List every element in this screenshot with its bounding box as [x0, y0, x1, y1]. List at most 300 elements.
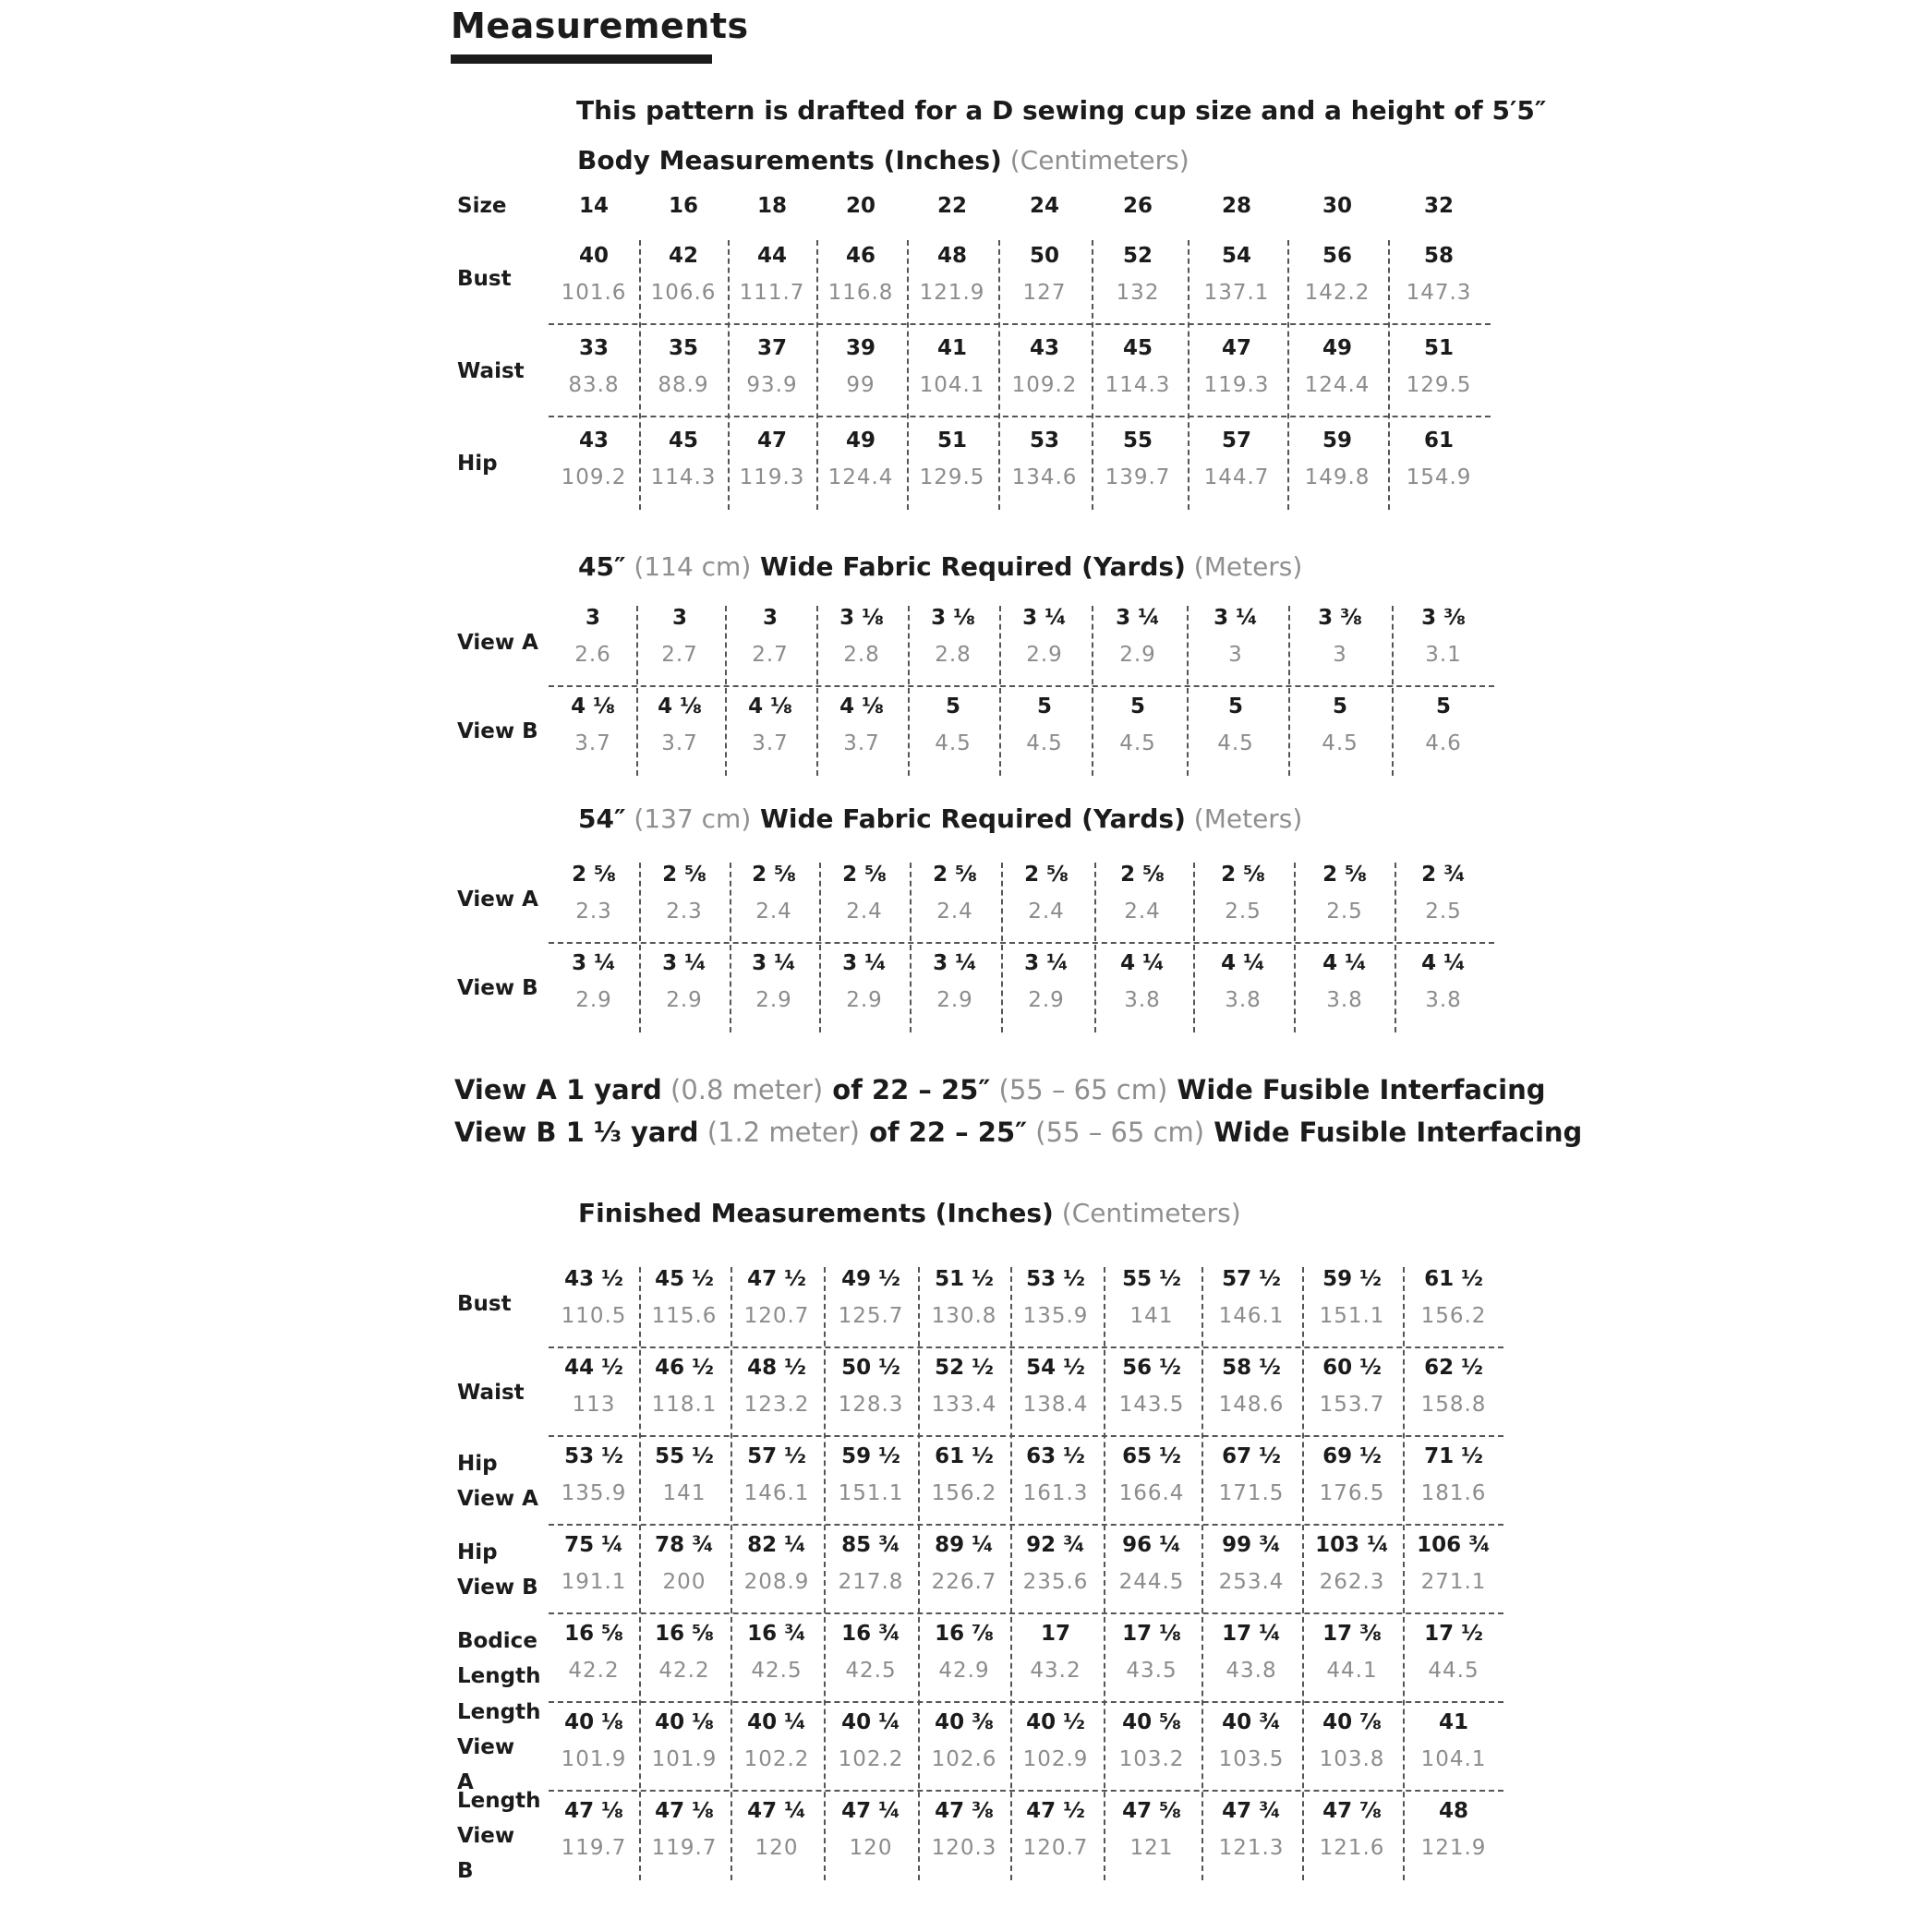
value-inches: 47 ⅛	[564, 1799, 623, 1823]
column-divider	[639, 863, 641, 1032]
table-cell	[549, 417, 638, 510]
size-label: Size	[457, 194, 507, 218]
value-inches: 3 ¼	[1116, 606, 1160, 630]
value-inches: 43 ½	[564, 1267, 623, 1291]
value-metric: 133.4	[931, 1393, 997, 1417]
value-metric: 141	[1129, 1304, 1174, 1328]
value-metric: 3	[1228, 643, 1243, 667]
value-metric: 109.2	[1011, 373, 1078, 397]
value-inches: 53 ½	[1026, 1267, 1085, 1291]
table-cell	[1306, 1348, 1398, 1437]
value-metric: 120	[849, 1836, 893, 1860]
value-metric: 43.8	[1226, 1659, 1277, 1683]
size-column-header: 18	[756, 194, 787, 218]
row-label	[457, 1375, 525, 1410]
column-divider	[1294, 863, 1296, 1032]
table-cell	[548, 1348, 640, 1437]
value-metric: 42.2	[568, 1659, 620, 1683]
size-column-header: 20	[845, 194, 875, 218]
value-inches: 3 ¼	[572, 951, 616, 975]
table-cell	[918, 1526, 1010, 1614]
row-label	[457, 1783, 540, 1889]
value-inches: 61	[1423, 429, 1454, 453]
value-inches: 103 ¼	[1315, 1533, 1389, 1557]
value-inches: 54 ½	[1026, 1356, 1085, 1380]
interfacing-b-metric: (1.2 meter)	[698, 1117, 860, 1148]
column-divider	[999, 606, 1001, 776]
column-divider	[1104, 1267, 1105, 1880]
interfacing-b-width-cm: (55 – 65 cm)	[1027, 1117, 1205, 1148]
column-divider	[636, 606, 638, 776]
table-cell	[1198, 944, 1288, 1032]
value-metric: 144.7	[1203, 465, 1270, 489]
row-label	[457, 1446, 538, 1516]
table-cell	[638, 1526, 731, 1614]
table-cell	[548, 1526, 640, 1614]
value-inches: 37	[756, 336, 787, 360]
table-cell	[638, 1437, 731, 1526]
row-label	[457, 625, 538, 660]
value-inches: 2 ⅝	[572, 863, 616, 887]
table-cell	[1105, 1437, 1198, 1526]
value-inches: 65 ½	[1122, 1444, 1181, 1468]
table-cell	[1192, 325, 1281, 417]
column-divider	[1187, 606, 1189, 776]
value-inches: 89 ¼	[935, 1533, 994, 1557]
row-label-line: Bust	[457, 267, 512, 291]
value-metric: 2.8	[843, 643, 880, 667]
value-metric: 104.1	[1420, 1747, 1487, 1771]
row-label	[457, 261, 512, 296]
table-cell	[729, 944, 819, 1032]
value-inches: 51	[1423, 336, 1454, 360]
value-metric: 101.9	[561, 1747, 627, 1771]
column-divider	[824, 1267, 826, 1880]
value-metric: 2.3	[666, 900, 703, 924]
table-cell	[1000, 598, 1089, 687]
table-cell	[1293, 233, 1382, 325]
value-metric: 2.3	[575, 900, 612, 924]
table-cell	[638, 1614, 731, 1703]
row-label-line: Hip	[457, 1452, 498, 1476]
value-inches: 85 ¾	[841, 1533, 900, 1557]
value-inches: 4 ¼	[1221, 951, 1265, 975]
value-inches: 5	[1129, 694, 1145, 718]
value-inches: 39	[845, 336, 875, 360]
table-cell	[825, 1792, 917, 1880]
table-cell	[1306, 1260, 1398, 1348]
value-metric: 106.6	[650, 281, 717, 305]
value-metric: 3.7	[843, 731, 880, 755]
table-cell	[1407, 1614, 1500, 1703]
value-metric: 2.9	[936, 988, 973, 1012]
table-cell	[825, 1348, 917, 1437]
value-inches: 71 ½	[1424, 1444, 1483, 1468]
value-inches: 53 ½	[564, 1444, 623, 1468]
row-label	[457, 354, 525, 389]
value-inches: 67 ½	[1222, 1444, 1281, 1468]
value-metric: 129.5	[919, 465, 985, 489]
value-inches: 49 ½	[841, 1267, 900, 1291]
value-metric: 2.4	[1124, 900, 1161, 924]
value-inches: 50	[1029, 244, 1059, 268]
table-cell	[638, 1260, 731, 1348]
value-metric: 3.8	[1326, 988, 1363, 1012]
value-inches: 40 ⅛	[564, 1710, 623, 1734]
value-metric: 120.7	[743, 1304, 810, 1328]
table-cell	[635, 598, 724, 687]
table-cell	[731, 1614, 823, 1703]
table-cell	[817, 598, 906, 687]
table-cell	[825, 1526, 917, 1614]
table-cell	[1296, 687, 1384, 776]
table-cell	[1009, 1348, 1102, 1437]
column-divider	[1287, 240, 1289, 510]
value-inches: 2 ⅝	[752, 863, 796, 887]
table-cell	[908, 325, 996, 417]
value-inches: 63 ½	[1026, 1444, 1085, 1468]
table-cell	[549, 598, 637, 687]
value-inches: 51 ½	[935, 1267, 994, 1291]
table-cell	[1398, 855, 1489, 944]
value-inches: 60 ½	[1322, 1356, 1382, 1380]
value-metric: 153.7	[1319, 1393, 1385, 1417]
row-label-line: Length	[457, 1700, 541, 1724]
value-inches: 47 ⅝	[1122, 1799, 1181, 1823]
column-divider	[816, 606, 818, 776]
table-cell	[1105, 1260, 1198, 1348]
table-cell	[1192, 417, 1281, 510]
table-cell	[1093, 325, 1182, 417]
interfacing-b-type: Wide Fusible Interfacing	[1204, 1117, 1583, 1148]
column-divider	[1288, 606, 1290, 776]
table-cell	[825, 1437, 917, 1526]
row-label-line: Waist	[457, 1381, 525, 1405]
value-inches: 40 ⅛	[655, 1710, 714, 1734]
column-divider	[639, 1267, 641, 1880]
value-metric: 83.8	[568, 373, 620, 397]
value-metric: 156.2	[931, 1481, 997, 1505]
row-label-line: Length	[457, 1664, 541, 1688]
value-inches: 3 ¼	[662, 951, 706, 975]
value-inches: 52	[1122, 244, 1153, 268]
size-column-header: 22	[936, 194, 967, 218]
table-cell	[549, 944, 639, 1032]
value-inches: 45 ½	[655, 1267, 714, 1291]
table-cell	[638, 1792, 731, 1880]
value-inches: 44 ½	[564, 1356, 623, 1380]
value-metric: 110.5	[561, 1304, 627, 1328]
value-metric: 244.5	[1118, 1570, 1185, 1594]
value-inches: 96 ¼	[1122, 1533, 1181, 1557]
value-metric: 109.2	[561, 465, 627, 489]
table-cell	[1105, 1614, 1198, 1703]
value-metric: 208.9	[743, 1570, 810, 1594]
table-cell	[549, 687, 637, 776]
value-inches: 17 ¼	[1222, 1622, 1281, 1646]
value-metric: 125.7	[838, 1304, 904, 1328]
value-inches: 46 ½	[655, 1356, 714, 1380]
table-cell	[1407, 1260, 1500, 1348]
value-metric: 93.9	[746, 373, 798, 397]
value-inches: 5	[1036, 694, 1052, 718]
table-cell	[1198, 855, 1288, 944]
value-inches: 3 ⅜	[1421, 606, 1466, 630]
table-cell	[1093, 417, 1182, 510]
value-inches: 2 ⅝	[933, 863, 977, 887]
value-metric: 2.5	[1225, 900, 1262, 924]
value-metric: 4.5	[935, 731, 972, 755]
value-inches: 40	[578, 244, 609, 268]
size-column-header: 14	[578, 194, 609, 218]
table-cell	[1093, 233, 1182, 325]
table-cell	[910, 944, 1000, 1032]
intro-text: This pattern is drafted for a D sewing cup size and a height of 5′5″	[576, 95, 1547, 126]
table-cell	[728, 325, 816, 417]
value-inches: 92 ¾	[1026, 1533, 1085, 1557]
table-cell	[819, 855, 910, 944]
table-cell	[1192, 233, 1281, 325]
value-inches: 4 ¼	[1120, 951, 1165, 975]
table-cell	[819, 944, 910, 1032]
value-inches: 59 ½	[1322, 1267, 1382, 1291]
table-cell	[1000, 417, 1089, 510]
value-metric: 123.2	[743, 1393, 810, 1417]
value-metric: 158.8	[1420, 1393, 1487, 1417]
value-metric: 3.7	[574, 731, 611, 755]
value-inches: 17 ⅜	[1322, 1622, 1382, 1646]
fabric45-label: Wide Fabric Required (Yards)	[751, 551, 1186, 582]
row-label-line: Bodice	[457, 1629, 537, 1653]
value-metric: 102.6	[931, 1747, 997, 1771]
value-metric: 2.4	[846, 900, 883, 924]
value-inches: 57	[1221, 429, 1251, 453]
table-cell	[918, 1348, 1010, 1437]
interfacing-a-width-cm: (55 – 65 cm)	[990, 1074, 1168, 1105]
value-metric: 143.5	[1118, 1393, 1185, 1417]
value-inches: 56 ½	[1122, 1356, 1181, 1380]
value-inches: 40 ⅞	[1322, 1710, 1382, 1734]
value-metric: 119.3	[1203, 373, 1270, 397]
interfacing-b-amount: View B 1 ⅓ yard	[454, 1117, 699, 1148]
row-label-line: Length	[457, 1789, 541, 1813]
value-inches: 61 ½	[1424, 1267, 1483, 1291]
column-divider	[910, 863, 912, 1032]
row-label	[457, 971, 538, 1006]
interfacing-a-amount: View A 1 yard	[454, 1074, 662, 1105]
value-inches: 48 ½	[747, 1356, 806, 1380]
value-inches: 55 ½	[655, 1444, 714, 1468]
interfacing-a-type: Wide Fusible Interfacing	[1167, 1074, 1546, 1105]
table-cell	[910, 855, 1000, 944]
value-metric: 2.9	[1026, 643, 1063, 667]
value-inches: 48	[936, 244, 967, 268]
fabric54-width-cm: (137 cm)	[625, 803, 752, 834]
fabric45-width: 45″	[578, 551, 626, 582]
interfacing-view-a	[454, 1074, 1546, 1105]
table-cell	[729, 855, 819, 944]
value-metric: 226.7	[931, 1570, 997, 1594]
value-inches: 42	[668, 244, 698, 268]
value-metric: 102.2	[838, 1747, 904, 1771]
value-metric: 3.8	[1124, 988, 1161, 1012]
table-cell	[635, 687, 724, 776]
value-inches: 5	[1435, 694, 1451, 718]
table-cell	[918, 1437, 1010, 1526]
value-metric: 3	[1333, 643, 1347, 667]
value-metric: 141	[662, 1481, 706, 1505]
value-metric: 42.9	[938, 1659, 990, 1683]
value-metric: 99	[846, 373, 875, 397]
value-metric: 44.5	[1428, 1659, 1479, 1683]
value-inches: 40 ½	[1026, 1710, 1085, 1734]
table-cell	[731, 1703, 823, 1792]
table-cell	[731, 1260, 823, 1348]
table-cell	[825, 1703, 917, 1792]
value-inches: 16 ⅝	[564, 1622, 623, 1646]
table-cell	[1293, 417, 1382, 510]
value-metric: 42.5	[845, 1659, 897, 1683]
column-divider	[1092, 240, 1093, 510]
value-inches: 51	[936, 429, 967, 453]
value-metric: 101.9	[651, 1747, 718, 1771]
value-inches: 4 ¼	[1322, 951, 1367, 975]
value-metric: 104.1	[919, 373, 985, 397]
value-inches: 3 ¼	[933, 951, 977, 975]
table-cell	[1299, 855, 1390, 944]
value-metric: 134.6	[1011, 465, 1078, 489]
row-label-line: View B	[457, 719, 538, 743]
table-cell	[1299, 944, 1390, 1032]
table-cell	[1001, 855, 1092, 944]
value-metric: 2.9	[575, 988, 612, 1012]
interfacing-b-width: of 22 – 25″	[859, 1117, 1028, 1148]
table-cell	[816, 325, 905, 417]
value-inches: 2 ⅝	[842, 863, 887, 887]
column-divider	[819, 863, 821, 1032]
value-inches: 17 ½	[1424, 1622, 1483, 1646]
value-metric: 114.3	[650, 465, 717, 489]
table-cell	[549, 325, 638, 417]
value-inches: 17	[1040, 1622, 1070, 1646]
column-divider	[728, 240, 730, 510]
value-metric: 147.3	[1406, 281, 1472, 305]
value-metric: 166.4	[1118, 1481, 1185, 1505]
column-divider	[1403, 1267, 1405, 1880]
value-inches: 33	[578, 336, 609, 360]
value-metric: 2.6	[574, 643, 611, 667]
value-inches: 2 ⅝	[1120, 863, 1165, 887]
value-metric: 124.4	[1304, 373, 1371, 397]
title-underline	[451, 54, 712, 64]
value-inches: 35	[668, 336, 698, 360]
table-cell	[1205, 1614, 1298, 1703]
value-metric: 2.4	[755, 900, 792, 924]
table-cell	[638, 1703, 731, 1792]
value-metric: 3.8	[1225, 988, 1262, 1012]
value-inches: 47 ¼	[841, 1799, 900, 1823]
table-cell	[825, 1614, 917, 1703]
size-column-header: 26	[1122, 194, 1153, 218]
table-cell	[726, 687, 815, 776]
table-cell	[639, 417, 728, 510]
row-label-line: Bust	[457, 1292, 512, 1316]
value-inches: 16 ¾	[747, 1622, 806, 1646]
value-inches: 62 ½	[1424, 1356, 1483, 1380]
value-inches: 56	[1322, 244, 1352, 268]
value-metric: 253.4	[1218, 1570, 1285, 1594]
value-metric: 118.1	[651, 1393, 718, 1417]
table-cell	[1205, 1526, 1298, 1614]
value-metric: 2.4	[936, 900, 973, 924]
table-cell	[1205, 1348, 1298, 1437]
table-cell	[1105, 1703, 1198, 1792]
value-inches: 43	[1029, 336, 1059, 360]
table-cell	[918, 1792, 1010, 1880]
column-divider	[639, 240, 641, 510]
value-metric: 43.2	[1030, 1659, 1081, 1683]
value-inches: 5	[1227, 694, 1243, 718]
value-inches: 106 ¾	[1417, 1533, 1491, 1557]
table-cell	[1093, 687, 1182, 776]
value-inches: 47	[756, 429, 787, 453]
value-inches: 58 ½	[1222, 1356, 1281, 1380]
value-metric: 2.9	[666, 988, 703, 1012]
table-cell	[1395, 417, 1483, 510]
value-inches: 43	[578, 429, 609, 453]
value-inches: 3 ¼	[842, 951, 887, 975]
value-metric: 101.6	[561, 281, 627, 305]
row-label-line: View A	[457, 888, 538, 912]
value-metric: 2.9	[755, 988, 792, 1012]
row-label-line: Hip	[457, 1540, 498, 1564]
value-inches: 57 ½	[1222, 1267, 1281, 1291]
table-cell	[1009, 1437, 1102, 1526]
table-cell	[1105, 1526, 1198, 1614]
value-inches: 49	[1322, 336, 1352, 360]
body-title-muted: (Centimeters)	[1001, 145, 1189, 175]
table-cell	[548, 1614, 640, 1703]
value-inches: 3	[671, 606, 687, 630]
table-cell	[1097, 944, 1188, 1032]
finished-section-title	[578, 1198, 1241, 1228]
value-metric: 121.6	[1319, 1836, 1385, 1860]
body-title: Body Measurements (Inches)	[577, 145, 1002, 175]
value-inches: 3	[762, 606, 778, 630]
value-metric: 149.8	[1304, 465, 1371, 489]
value-inches: 49	[845, 429, 875, 453]
value-metric: 43.5	[1126, 1659, 1177, 1683]
value-metric: 146.1	[1218, 1304, 1285, 1328]
value-inches: 61 ½	[935, 1444, 994, 1468]
value-inches: 16 ⅝	[655, 1622, 714, 1646]
value-inches: 52 ½	[935, 1356, 994, 1380]
table-cell	[728, 417, 816, 510]
value-metric: 130.8	[931, 1304, 997, 1328]
table-cell	[1407, 1703, 1500, 1792]
value-metric: 102.2	[743, 1747, 810, 1771]
value-metric: 121.9	[1420, 1836, 1487, 1860]
row-label	[457, 446, 498, 481]
value-metric: 154.9	[1406, 465, 1472, 489]
column-divider	[1094, 863, 1096, 1032]
table-cell	[817, 687, 906, 776]
row-label-line: Hip	[457, 452, 498, 476]
value-metric: 103.2	[1118, 1747, 1185, 1771]
value-inches: 40 ¾	[1222, 1710, 1281, 1734]
value-inches: 48	[1438, 1799, 1468, 1823]
column-divider	[731, 1267, 732, 1880]
